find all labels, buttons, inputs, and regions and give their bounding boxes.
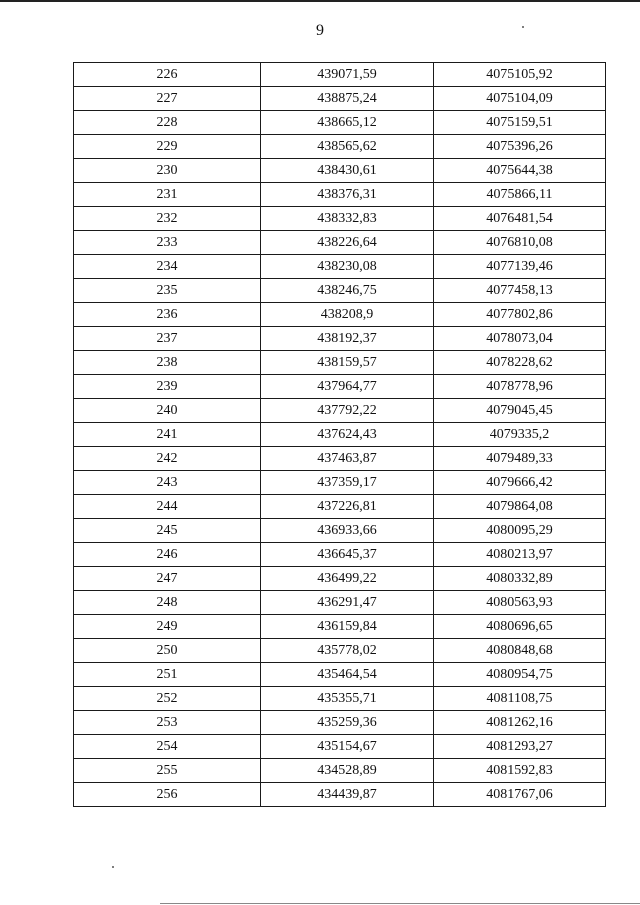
table-row [74, 567, 606, 591]
point-number-cell: 229 [74, 135, 261, 159]
y-coordinate-cell: 4080332,89 [434, 567, 606, 591]
point-number-cell: 232 [74, 207, 261, 231]
x-coordinate-cell: 437792,22 [261, 399, 434, 423]
x-coordinate-cell: 438332,83 [261, 207, 434, 231]
y-coordinate-cell: 4079666,42 [434, 471, 606, 495]
table-row [74, 159, 606, 183]
table-row [74, 519, 606, 543]
table-row [74, 543, 606, 567]
y-coordinate-cell: 4078228,62 [434, 351, 606, 375]
point-number-cell: 238 [74, 351, 261, 375]
point-number-cell: 237 [74, 327, 261, 351]
table-row [74, 639, 606, 663]
point-number-cell: 247 [74, 567, 261, 591]
point-number-cell: 243 [74, 471, 261, 495]
y-coordinate-cell: 4081262,16 [434, 711, 606, 735]
x-coordinate-cell: 438192,37 [261, 327, 434, 351]
point-number-cell: 254 [74, 735, 261, 759]
x-coordinate-cell: 438665,12 [261, 111, 434, 135]
table-row [74, 759, 606, 783]
point-number-cell: 240 [74, 399, 261, 423]
table-row [74, 327, 606, 351]
table-row [74, 303, 606, 327]
point-number-cell: 250 [74, 639, 261, 663]
y-coordinate-cell: 4075644,38 [434, 159, 606, 183]
scan-speck [112, 866, 114, 868]
table-row [74, 735, 606, 759]
point-number-cell: 253 [74, 711, 261, 735]
y-coordinate-cell: 4075159,51 [434, 111, 606, 135]
table-row [74, 399, 606, 423]
scan-speck [522, 26, 524, 28]
y-coordinate-cell: 4081108,75 [434, 687, 606, 711]
point-number-cell: 239 [74, 375, 261, 399]
table-row [74, 87, 606, 111]
point-number-cell: 226 [74, 63, 261, 87]
x-coordinate-cell: 436645,37 [261, 543, 434, 567]
table-row [74, 279, 606, 303]
y-coordinate-cell: 4081293,27 [434, 735, 606, 759]
point-number-cell: 242 [74, 447, 261, 471]
y-coordinate-cell: 4079864,08 [434, 495, 606, 519]
y-coordinate-cell: 4081767,06 [434, 783, 606, 807]
x-coordinate-cell: 438226,64 [261, 231, 434, 255]
point-number-cell: 233 [74, 231, 261, 255]
x-coordinate-cell: 436159,84 [261, 615, 434, 639]
y-coordinate-cell: 4080563,93 [434, 591, 606, 615]
point-number-cell: 231 [74, 183, 261, 207]
x-coordinate-cell: 434528,89 [261, 759, 434, 783]
point-number-cell: 245 [74, 519, 261, 543]
page-bottom-line [160, 903, 640, 904]
point-number-cell: 241 [74, 423, 261, 447]
table-row [74, 351, 606, 375]
x-coordinate-cell: 437624,43 [261, 423, 434, 447]
y-coordinate-cell: 4077458,13 [434, 279, 606, 303]
y-coordinate-cell: 4075866,11 [434, 183, 606, 207]
x-coordinate-cell: 438246,75 [261, 279, 434, 303]
x-coordinate-cell: 435464,54 [261, 663, 434, 687]
x-coordinate-cell: 436499,22 [261, 567, 434, 591]
table-row [74, 423, 606, 447]
table-row [74, 135, 606, 159]
y-coordinate-cell: 4075396,26 [434, 135, 606, 159]
x-coordinate-cell: 439071,59 [261, 63, 434, 87]
x-coordinate-cell: 438208,9 [261, 303, 434, 327]
x-coordinate-cell: 438430,61 [261, 159, 434, 183]
y-coordinate-cell: 4080848,68 [434, 639, 606, 663]
x-coordinate-cell: 434439,87 [261, 783, 434, 807]
point-number-cell: 251 [74, 663, 261, 687]
table-row [74, 663, 606, 687]
y-coordinate-cell: 4080213,97 [434, 543, 606, 567]
table-row [74, 615, 606, 639]
table-row [74, 231, 606, 255]
x-coordinate-cell: 436291,47 [261, 591, 434, 615]
x-coordinate-cell: 438230,08 [261, 255, 434, 279]
y-coordinate-cell: 4076810,08 [434, 231, 606, 255]
y-coordinate-cell: 4080954,75 [434, 663, 606, 687]
table-row [74, 591, 606, 615]
table-row [74, 255, 606, 279]
y-coordinate-cell: 4079489,33 [434, 447, 606, 471]
table-row [74, 447, 606, 471]
page-top-edge [0, 0, 640, 2]
point-number-cell: 228 [74, 111, 261, 135]
x-coordinate-cell: 438565,62 [261, 135, 434, 159]
y-coordinate-cell: 4075104,09 [434, 87, 606, 111]
table-row [74, 783, 606, 807]
point-number-cell: 249 [74, 615, 261, 639]
x-coordinate-cell: 436933,66 [261, 519, 434, 543]
y-coordinate-cell: 4079045,45 [434, 399, 606, 423]
table-row [74, 711, 606, 735]
table-row [74, 63, 606, 87]
table-row [74, 375, 606, 399]
table-row [74, 495, 606, 519]
y-coordinate-cell: 4080095,29 [434, 519, 606, 543]
point-number-cell: 244 [74, 495, 261, 519]
page-number: 9 [316, 22, 324, 39]
x-coordinate-cell: 437463,87 [261, 447, 434, 471]
y-coordinate-cell: 4080696,65 [434, 615, 606, 639]
point-number-cell: 246 [74, 543, 261, 567]
y-coordinate-cell: 4078073,04 [434, 327, 606, 351]
x-coordinate-cell: 435778,02 [261, 639, 434, 663]
table-row [74, 207, 606, 231]
y-coordinate-cell: 4079335,2 [434, 423, 606, 447]
y-coordinate-cell: 4077139,46 [434, 255, 606, 279]
y-coordinate-cell: 4076481,54 [434, 207, 606, 231]
x-coordinate-cell: 437359,17 [261, 471, 434, 495]
point-number-cell: 234 [74, 255, 261, 279]
y-coordinate-cell: 4077802,86 [434, 303, 606, 327]
x-coordinate-cell: 438159,57 [261, 351, 434, 375]
x-coordinate-cell: 438376,31 [261, 183, 434, 207]
point-number-cell: 256 [74, 783, 261, 807]
table-row [74, 111, 606, 135]
x-coordinate-cell: 437964,77 [261, 375, 434, 399]
x-coordinate-cell: 435154,67 [261, 735, 434, 759]
table-row [74, 687, 606, 711]
point-number-cell: 255 [74, 759, 261, 783]
point-number-cell: 236 [74, 303, 261, 327]
coordinates-table [73, 62, 606, 807]
y-coordinate-cell: 4081592,83 [434, 759, 606, 783]
x-coordinate-cell: 435355,71 [261, 687, 434, 711]
table-row [74, 471, 606, 495]
point-number-cell: 248 [74, 591, 261, 615]
point-number-cell: 230 [74, 159, 261, 183]
x-coordinate-cell: 435259,36 [261, 711, 434, 735]
point-number-cell: 252 [74, 687, 261, 711]
x-coordinate-cell: 437226,81 [261, 495, 434, 519]
y-coordinate-cell: 4078778,96 [434, 375, 606, 399]
coordinates-table-body [74, 63, 606, 807]
y-coordinate-cell: 4075105,92 [434, 63, 606, 87]
point-number-cell: 227 [74, 87, 261, 111]
x-coordinate-cell: 438875,24 [261, 87, 434, 111]
table-row [74, 183, 606, 207]
point-number-cell: 235 [74, 279, 261, 303]
